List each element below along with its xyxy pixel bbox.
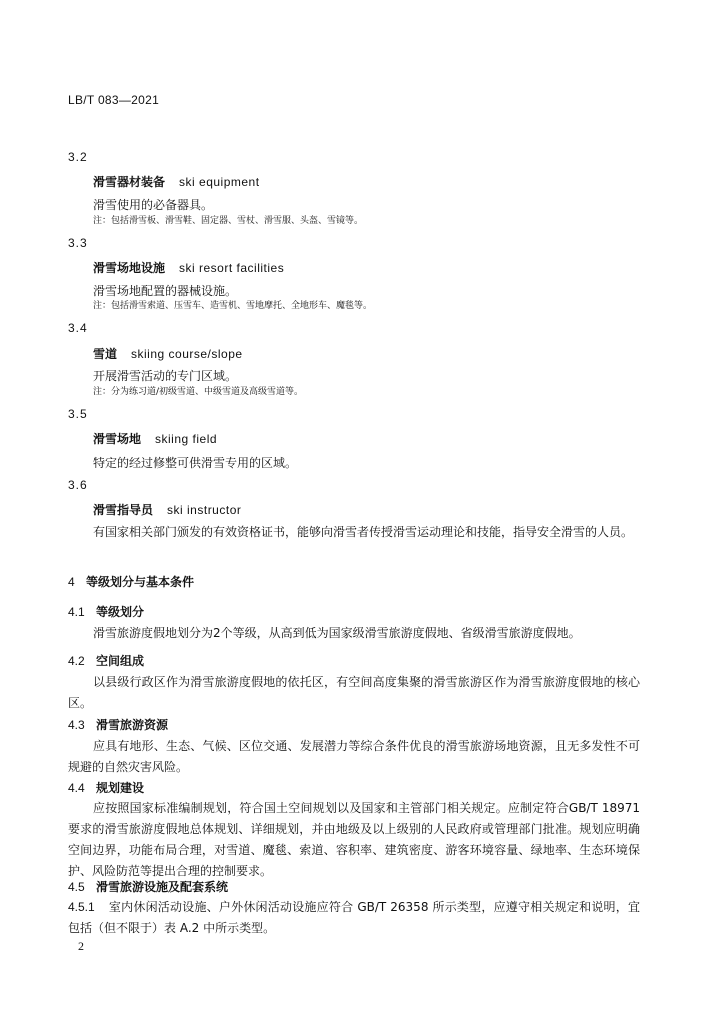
term-note: 注：分为练习道/初级雪道、中级雪道及高级雪道等。: [93, 387, 304, 397]
section-paragraph: 滑雪旅游度假地划分为2个等级，从高到低为国家级滑雪旅游度假地、省级滑雪旅游度假地。: [93, 626, 581, 640]
term-note: 注：包括滑雪索道、压雪车、造雪机、雪地摩托、全地形车、魔毯等。: [93, 301, 373, 311]
section-heading: [68, 779, 144, 796]
term-english: skiing course/slope: [131, 347, 243, 361]
section-number: 4.1: [68, 605, 85, 619]
term-heading: [93, 430, 217, 447]
clause-number: 3.4: [68, 321, 88, 335]
clause-number: 3.3: [68, 236, 88, 250]
term-english: ski instructor: [167, 503, 242, 517]
clause-text: 室内休闲活动设施、户外休闲活动设施应符合 GB/T 26358 所示类型，应遵守相关规定和说明，宜包括（但不限于）表 A.2 中所示类型。: [68, 900, 640, 935]
chapter-number: 4: [68, 575, 75, 589]
chapter-title: 等级划分与基本条件: [86, 575, 195, 589]
clause-number: 3.6: [68, 478, 88, 492]
page-number: 2: [78, 939, 84, 953]
term-definition: 开展滑雪活动的专门区域。: [93, 369, 238, 383]
section-title: 等级划分: [96, 605, 145, 619]
term-english: skiing field: [155, 432, 218, 446]
clause-number: 3.5: [68, 407, 88, 421]
term-english: ski resort facilities: [179, 261, 285, 275]
section-paragraph: 应具有地形、生态、气候、区位交通、发展潜力等综合条件优良的滑雪旅游场地资源，且无多发性不可规避的自然灾害风险。: [68, 739, 640, 774]
section-title: 规划建设: [96, 781, 145, 795]
term-definition: 滑雪使用的必备器具。: [93, 198, 214, 212]
term-definition: 特定的经过修整可供滑雪专用的区域。: [93, 456, 298, 470]
term-chinese: 雪道: [93, 347, 118, 361]
term-heading: [93, 501, 241, 518]
standard-number: LB/T 083—2021: [68, 93, 160, 107]
section-paragraph: 应按照国家标准编制规划，符合国土空间规划以及国家和主管部门相关规定。应制定符合GB/T 18971要求的滑雪旅游度假地总体规划、详细规划，并由地级及以上级别的人民政府或管理部门批准。规划应明确空间边界，功能布局合理，对雪道、魔毯、索道、容积率、建筑密度、游客环境容量、绿地率、生态环境保护、风险防范等提出合理的控制要求。: [68, 801, 640, 878]
term-heading: [93, 173, 260, 190]
section-number: 4.4: [68, 781, 85, 795]
section-number: 4.2: [68, 654, 85, 668]
section-title: 滑雪旅游设施及配套系统: [96, 880, 229, 894]
term-note: 注：包括滑雪板、滑雪鞋、固定器、雪杖、滑雪服、头盔、雪镜等。: [93, 216, 364, 226]
term-definition: 滑雪场地配置的器械设施。: [93, 284, 238, 298]
section-number: 4.5: [68, 880, 85, 894]
section-paragraph: 以县级行政区作为滑雪旅游度假地的依托区，有空间高度集聚的滑雪旅游区作为滑雪旅游度假地的核心区。: [68, 675, 640, 710]
section-heading: [68, 652, 144, 669]
term-chinese: 滑雪场地: [93, 432, 142, 446]
term-heading: [93, 259, 284, 276]
section-title: 空间组成: [96, 654, 145, 668]
clause-number: 3.2: [68, 150, 88, 164]
term-english: ski equipment: [179, 175, 260, 189]
chapter-heading: [68, 573, 194, 590]
section-heading: [68, 603, 144, 620]
section-heading: [68, 716, 168, 733]
term-chinese: 滑雪场地设施: [93, 261, 166, 275]
clause-number: 4.5.1: [68, 900, 95, 914]
term-definition: 有国家相关部门颁发的有效资格证书，能够向滑雪者传授滑雪运动理论和技能，指导安全滑雪的人员。: [93, 525, 634, 539]
clause-paragraph: [68, 897, 640, 939]
term-heading: [93, 345, 243, 362]
term-chinese: 滑雪指导员: [93, 503, 154, 517]
section-title: 滑雪旅游资源: [96, 718, 169, 732]
section-number: 4.3: [68, 718, 85, 732]
term-chinese: 滑雪器材装备: [93, 175, 166, 189]
section-heading: [68, 878, 228, 895]
